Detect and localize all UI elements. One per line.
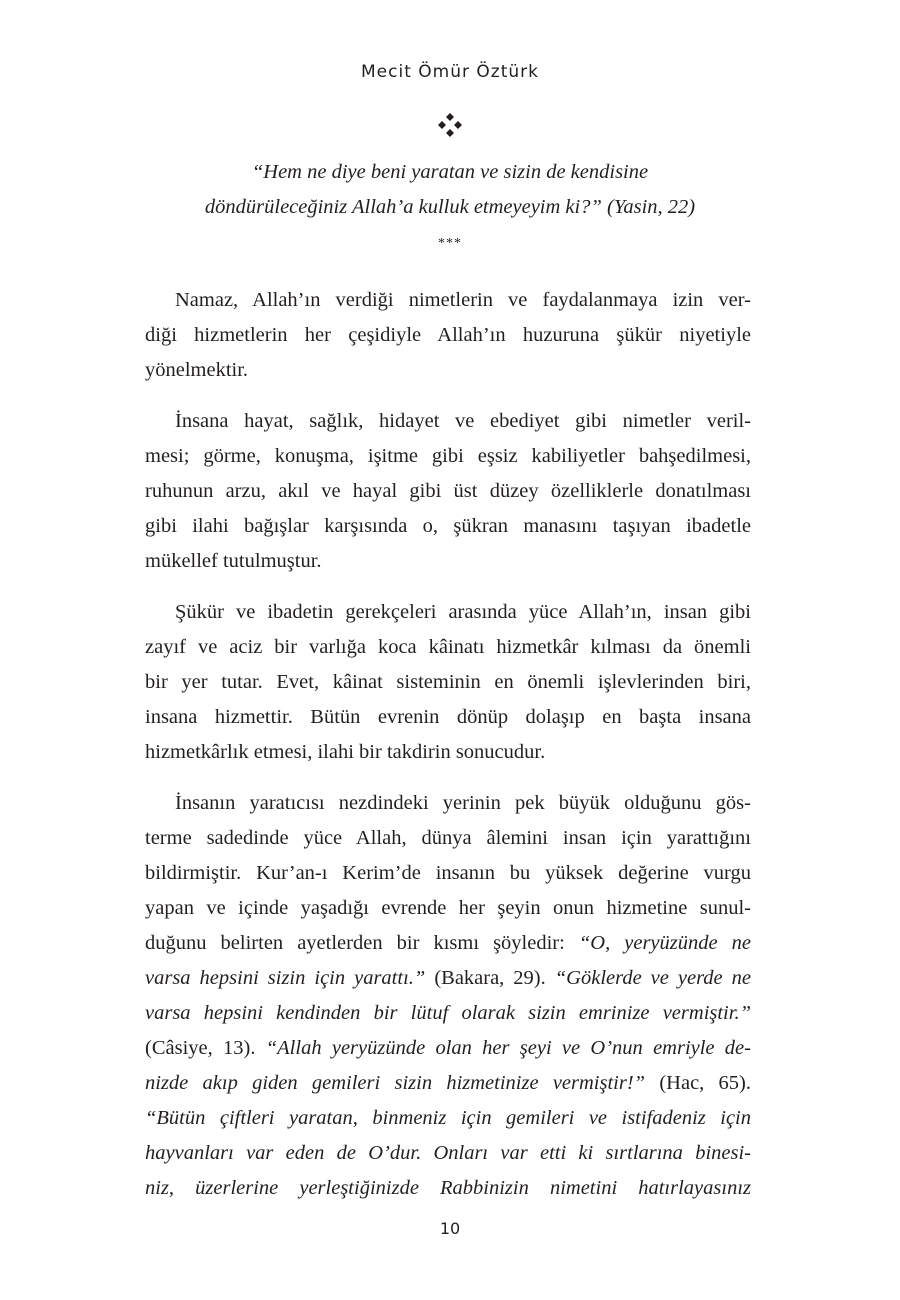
- text-line: yönelmektir.: [145, 359, 249, 381]
- text-line: [145, 1136, 751, 1171]
- verse-citation: (Câsiye, 13).: [145, 1037, 266, 1059]
- text-line: [145, 996, 751, 1031]
- epigraph-quote: [120, 155, 780, 225]
- quran-verse-quote: varsa hepsini sizin için yarattı.”: [145, 967, 426, 989]
- text-line: Namaz, Allah’ın verdiği nimetlerin ve faydalanmaya izin ver-: [175, 289, 751, 311]
- quran-verse-quote: niz, üzerlerine yerleştiğinizde Rabbinizin nimetini hatırlayasınız: [145, 1177, 751, 1199]
- text-line: Şükür ve ibadetin gerekçeleri arasında yüce Allah’ın, insan gibi: [175, 601, 751, 623]
- text-line: diği hizmetlerin her çeşidiyle Allah’ın huzuruna şükür niyetiyle: [145, 324, 751, 346]
- verse-citation: (Hac, 65).: [645, 1072, 752, 1094]
- text-line: [145, 926, 751, 961]
- page-number: 10: [439, 1219, 461, 1238]
- quran-verse-quote: varsa hepsini kendinden bir lütuf olarak sizin emrinize vermiştir.”: [145, 1002, 751, 1024]
- section-separator: ***: [438, 236, 462, 251]
- text-line: ruhunun arzu, akıl ve hayal gibi üst düzey özelliklerle donatılması: [145, 480, 751, 502]
- quran-verse-quote: “Allah yeryüzünde olan her şeyi ve O’nun emriyle de-: [265, 1037, 751, 1059]
- text-line: mükellef tutulmuştur.: [145, 550, 322, 572]
- epigraph-line: döndürüleceğiniz Allah’a kulluk etmeyeyim ki?” (Yasin, 22): [204, 196, 696, 218]
- text-line: hizmetkârlık etmesi, ilahi bir takdirin sonucudur.: [145, 741, 546, 763]
- text-line: terme sadedinde yüce Allah, dünya âlemini insan için yarattığını: [145, 827, 751, 849]
- text-line: İnsanın yaratıcısı nezdindeki yerinin pek büyük olduğunu gös-: [175, 792, 751, 814]
- paragraph: [145, 595, 751, 770]
- paragraph: [145, 786, 751, 1206]
- quran-verse-quote: hayvanları var eden de O’dur. Onları var etti ki sırtlarına binesi-: [145, 1142, 751, 1164]
- text-line: yapan ve içinde yaşadığı evrende her şeyin onun hizmetine sunul-: [145, 897, 751, 919]
- text-line: mesi; görme, konuşma, işitme gibi eşsiz kabiliyetler bahşedilmesi,: [145, 445, 751, 467]
- epigraph-line: “Hem ne diye beni yaratan ve sizin de kendisine: [251, 161, 649, 183]
- paragraph: [145, 404, 751, 579]
- text-line: bir yer tutar. Evet, kâinat sisteminin en önemli işlevlerinden biri,: [145, 671, 751, 693]
- text-line: [145, 1171, 751, 1206]
- quran-verse-quote: nizde akıp giden gemileri sizin hizmetinize vermiştir!”: [145, 1072, 646, 1094]
- text-line: İnsana hayat, sağlık, hidayet ve ebediyet gibi nimetler veril-: [175, 410, 751, 432]
- text-line: [145, 961, 751, 996]
- text-line: zayıf ve aciz bir varlığa koca kâinatı hizmetkâr kılması da önemli: [145, 636, 751, 658]
- quran-verse-quote: “Bütün çiftleri yaratan, binmeniz için gemileri ve istifadeniz için: [145, 1107, 751, 1129]
- four-diamond-ornament-icon: [437, 112, 463, 138]
- quran-verse-quote: “Göklerde ve yerde ne: [554, 967, 751, 989]
- text-line: [145, 1101, 751, 1136]
- paragraph: [145, 283, 751, 388]
- verse-citation: (Bakara, 29).: [425, 967, 555, 989]
- running-head: Mecit Ömür Öztürk: [361, 62, 539, 82]
- quran-verse-quote: “O, yeryüzünde ne: [578, 932, 751, 954]
- text-line: [145, 1031, 751, 1066]
- text-line: [145, 1066, 751, 1101]
- plain-text: duğunu belirten ayetlerden bir kısmı şöyledir:: [145, 932, 579, 954]
- text-line: insana hizmettir. Bütün evrenin dönüp dolaşıp en başta insana: [145, 706, 751, 728]
- body-text: [145, 283, 751, 1222]
- text-line: gibi ilahi bağışlar karşısında o, şükran manasını taşıyan ibadetle: [145, 515, 751, 537]
- text-line: bildirmiştir. Kur’an-ı Kerim’de insanın bu yüksek değerine vurgu: [145, 862, 751, 884]
